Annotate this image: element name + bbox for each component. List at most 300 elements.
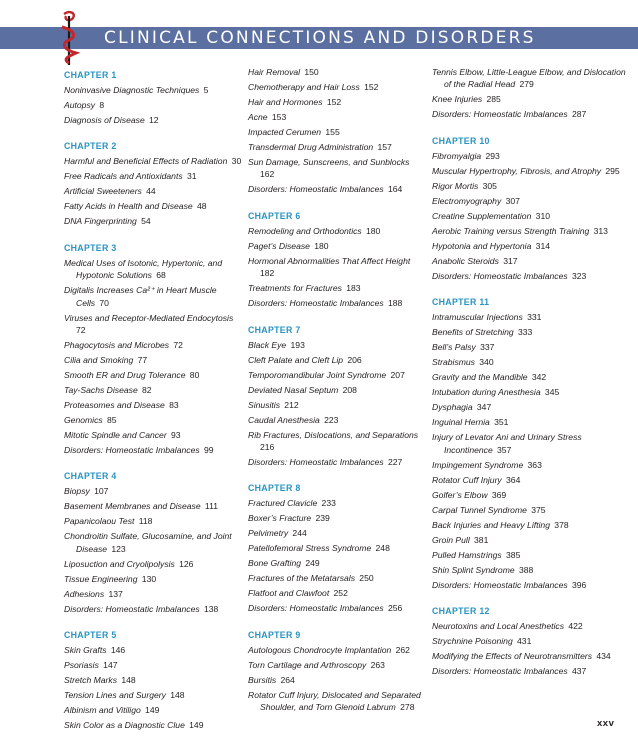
entry-page-number: 337 — [480, 342, 495, 353]
entry-page-number: 44 — [146, 186, 156, 197]
entry-page-number: 305 — [482, 180, 497, 191]
index-entry — [248, 282, 428, 294]
entry-page-number: 264 — [280, 674, 295, 685]
entry-title: Disorders: Homeostatic Imbalances — [248, 457, 384, 468]
entry-title: Liposuction and Cryolipolysis — [64, 558, 175, 569]
entry-title: Disorders: Homeostatic Imbalances — [64, 445, 200, 456]
index-entry — [248, 297, 428, 309]
entry-title: Papanicolaou Test — [64, 516, 135, 527]
entry-page-number: 434 — [596, 651, 611, 662]
entry-title: Transdermal Drug Administration — [248, 142, 374, 152]
entry-title: Dysphagia — [432, 402, 473, 413]
index-entry — [432, 311, 632, 323]
index-entry — [248, 255, 428, 280]
index-entry — [432, 635, 632, 647]
entry-title: Acne — [248, 112, 268, 122]
entry-page-number: 147 — [103, 660, 118, 671]
chapter-heading: CHAPTER 10 — [432, 135, 490, 146]
entry-page-number: 148 — [121, 675, 136, 686]
entry-page-number: 68 — [156, 270, 166, 281]
entry-title: Hair Removal — [248, 67, 301, 77]
entry-page-number: 422 — [568, 621, 583, 632]
entry-title: Impacted Cerumen — [248, 127, 322, 137]
index-entry — [248, 542, 428, 554]
entry-page-number: 388 — [518, 564, 534, 575]
entry-page-number: 216 — [260, 442, 275, 453]
entry-title: Bell’s Palsy — [432, 342, 476, 353]
entry-title: Sun Damage, Sunscreens, and Sunblocks — [248, 157, 410, 167]
entry-title: Albinism and Vitiligo — [64, 705, 141, 716]
entry-title: Modifying the Effects of Neurotransmitters — [432, 651, 593, 662]
index-entry — [432, 489, 632, 501]
entry-page-number: 212 — [284, 399, 299, 410]
entry-page-number: 206 — [347, 354, 362, 365]
column-2 — [248, 66, 428, 716]
entry-title: Temporomandibular Joint Syndrome — [248, 369, 387, 380]
index-entry — [64, 200, 242, 212]
entry-title: Skin Grafts — [64, 645, 107, 656]
entry-title: Disorders: Homeostatic Imbalances — [248, 603, 384, 614]
entry-title: Knee Injuries — [432, 94, 483, 105]
entry-page-number: 340 — [479, 357, 494, 368]
entry-title: Chondroitin Sulfate, Glucosamine, and Joint Disease — [64, 531, 232, 554]
entry-page-number: 48 — [196, 201, 207, 212]
entry-title: Fibromyalgia — [432, 150, 482, 161]
entry-page-number: 375 — [531, 504, 546, 515]
index-entry — [248, 644, 428, 656]
index-entry — [64, 399, 242, 411]
index-entry — [432, 225, 632, 237]
entry-page-number: 182 — [260, 268, 275, 279]
index-entry — [432, 534, 632, 546]
entry-page-number: 227 — [387, 457, 403, 468]
entry-page-number: 345 — [544, 387, 560, 398]
entry-title: Electromyography — [432, 195, 502, 206]
index-entry — [64, 588, 242, 600]
entry-title: Sinusitis — [248, 399, 280, 410]
entry-page-number: 188 — [387, 298, 403, 309]
index-entry — [248, 456, 428, 468]
entry-page-number: 347 — [476, 402, 492, 413]
entry-page-number: 437 — [571, 666, 587, 677]
entry-title: Autopsy — [64, 100, 96, 110]
index-entry — [64, 114, 242, 126]
entry-title: Pelvimetry — [248, 528, 289, 539]
entry-title: Psoriasis — [64, 660, 99, 671]
index-entry — [432, 93, 632, 105]
entry-title: Creatine Supplementation — [432, 210, 532, 221]
entry-page-number: 250 — [359, 573, 374, 584]
index-entry — [64, 185, 242, 197]
entry-title: Back Injuries and Heavy Lifting — [432, 519, 550, 530]
index-entry — [248, 384, 428, 396]
entry-title: Paget’s Disease — [248, 240, 310, 251]
entry-title: Stretch Marks — [64, 675, 118, 686]
index-entry — [248, 587, 428, 599]
index-entry — [64, 644, 242, 656]
entry-page-number: 149 — [189, 720, 204, 731]
entry-title: Treatments for Fractures — [248, 283, 342, 294]
index-entry — [432, 431, 632, 456]
entry-title: Bursitis — [248, 674, 277, 685]
index-entry — [64, 215, 242, 227]
entry-page-number: 85 — [106, 415, 117, 426]
index-entry — [248, 141, 428, 153]
index-entry — [248, 512, 428, 524]
entry-title: Hormonal Abnormalities That Affect Height — [248, 255, 411, 266]
index-entry — [64, 84, 242, 96]
entry-page-number: 111 — [204, 501, 218, 512]
entry-page-number: 396 — [571, 579, 587, 590]
index-entry — [248, 572, 428, 584]
index-entry — [432, 108, 632, 120]
index-entry — [64, 170, 242, 182]
entry-title: Biopsy — [64, 486, 90, 497]
index-entry — [248, 369, 428, 381]
entry-title: Intubation during Anesthesia — [432, 387, 541, 398]
index-entry — [432, 416, 632, 428]
index-entry — [248, 674, 428, 686]
index-entry — [432, 665, 632, 677]
index-entry — [432, 195, 632, 207]
index-entry — [64, 674, 242, 686]
entry-page-number: 80 — [189, 370, 200, 381]
index-entry — [432, 401, 632, 413]
entry-title: Fatty Acids in Health and Disease — [64, 201, 193, 212]
entry-page-number: 293 — [485, 150, 500, 161]
index-entry — [64, 689, 242, 701]
entry-title: DNA Fingerprinting — [64, 216, 137, 227]
index-entry — [64, 659, 242, 671]
index-entry — [248, 183, 428, 195]
entry-page-number: 249 — [305, 558, 320, 569]
entry-title: Phagocytosis and Microbes — [64, 340, 170, 351]
entry-page-number: 5 — [203, 85, 209, 95]
index-entry — [432, 270, 632, 282]
index-entry — [432, 66, 632, 91]
chapter-heading: CHAPTER 9 — [248, 629, 301, 640]
entry-title: Aerobic Training versus Strength Training — [432, 225, 590, 236]
index-entry — [432, 326, 632, 338]
entry-page-number: 153 — [271, 112, 287, 122]
entry-title: Fractured Clavicle — [248, 498, 318, 509]
chapter-heading: CHAPTER 8 — [248, 483, 301, 494]
index-entry — [248, 126, 428, 138]
index-entry — [64, 573, 242, 585]
entry-page-number: 263 — [370, 659, 385, 670]
entry-page-number: 363 — [527, 459, 542, 470]
index-entry — [64, 515, 242, 527]
entry-page-number: 378 — [554, 519, 569, 530]
entry-title: Diagnosis of Disease — [64, 115, 145, 125]
index-entry — [432, 579, 632, 591]
entry-title: Strychnine Poisoning — [432, 636, 513, 647]
entry-page-number: 307 — [505, 195, 520, 206]
entry-title: Disorders: Homeostatic Imbalances — [432, 270, 568, 281]
entry-page-number: 8 — [99, 100, 105, 110]
entry-page-number: 207 — [390, 369, 405, 380]
index-entry — [248, 81, 428, 93]
entry-title: Carpal Tunnel Syndrome — [432, 504, 527, 515]
entry-title: Mitotic Spindle and Cancer — [64, 430, 167, 441]
entry-page-number: 138 — [203, 603, 219, 614]
entry-page-number: 72 — [173, 340, 183, 351]
entry-title: Boxer’s Fracture — [248, 513, 312, 524]
index-entry — [248, 602, 428, 614]
title-banner — [0, 27, 638, 49]
entry-page-number: 248 — [375, 543, 390, 554]
index-entry — [248, 225, 428, 237]
entry-page-number: 381 — [474, 534, 489, 545]
entry-page-number: 150 — [304, 67, 319, 77]
index-entry — [248, 354, 428, 366]
entry-page-number: 244 — [292, 528, 307, 539]
entry-page-number: 149 — [145, 705, 160, 716]
entry-title: Golfer’s Elbow — [432, 489, 488, 500]
entry-page-number: 99 — [203, 445, 214, 456]
entry-title: Rib Fractures, Dislocations, and Separations — [248, 429, 419, 440]
index-entry — [432, 150, 632, 162]
chapter-heading: CHAPTER 1 — [64, 70, 117, 80]
entry-page-number: 279 — [519, 79, 534, 90]
entry-page-number: 357 — [497, 444, 512, 455]
index-entry — [432, 650, 632, 662]
entry-page-number: 310 — [535, 210, 551, 221]
index-entry — [248, 689, 428, 714]
index-entry — [64, 354, 242, 366]
index-entry — [432, 549, 632, 561]
index-entry — [248, 557, 428, 569]
entry-page-number: 180 — [314, 240, 329, 251]
index-entry — [432, 165, 632, 177]
entry-title: Deviated Nasal Septum — [248, 384, 339, 395]
entry-title: Noninvasive Diagnostic Techniques — [64, 85, 200, 95]
index-entry — [64, 155, 242, 167]
chapter-heading: CHAPTER 12 — [432, 606, 490, 617]
entry-title: Tennis Elbow, Little-League Elbow, and Dislocation of the Radial Head — [432, 67, 626, 90]
page-title: CLINICAL CONNECTIONS AND DISORDERS — [104, 28, 536, 48]
entry-page-number: 148 — [170, 690, 185, 701]
chapter-heading: CHAPTER 7 — [248, 324, 301, 335]
entry-page-number: 287 — [571, 109, 587, 120]
entry-title: Muscular Hypertrophy, Fibrosis, and Atrophy — [432, 165, 602, 176]
entry-title: Benefits of Stretching — [432, 327, 514, 338]
index-entry — [64, 444, 242, 456]
entry-title: Smooth ER and Drug Tolerance — [64, 370, 186, 381]
entry-title: Shin Splint Syndrome — [432, 564, 515, 575]
entry-title: Pulled Hamstrings — [432, 549, 502, 560]
entry-title: Artificial Sweeteners — [64, 186, 142, 197]
entry-page-number: 278 — [400, 702, 415, 713]
chapter-heading: CHAPTER 6 — [248, 210, 301, 221]
index-entry — [432, 180, 632, 192]
entry-page-number: 385 — [506, 549, 521, 560]
entry-title: Black Eye — [248, 339, 287, 350]
entry-title: Medical Uses of Isotonic, Hypertonic, and Hypotonic Solutions — [64, 257, 223, 281]
entry-title: Adhesions — [64, 588, 105, 599]
index-entry — [64, 719, 242, 731]
entry-title: Tay-Sachs Disease — [64, 385, 138, 396]
entry-title: Cilia and Smoking — [64, 355, 134, 366]
index-entry — [248, 66, 428, 78]
entry-page-number: 193 — [290, 339, 305, 350]
entry-page-number: 152 — [364, 82, 379, 92]
index-entry — [248, 111, 428, 123]
entry-title: Caudal Anesthesia — [248, 414, 320, 425]
entry-title: Anabolic Steroids — [432, 255, 499, 266]
index-entry — [64, 312, 242, 337]
entry-title: Tissue Engineering — [64, 573, 138, 584]
entry-page-number: 31 — [186, 171, 197, 182]
entry-page-number: 72 — [76, 325, 86, 336]
index-entry — [432, 474, 632, 486]
index-entry — [432, 210, 632, 222]
entry-page-number: 233 — [321, 498, 336, 509]
entry-page-number: 208 — [342, 384, 357, 395]
entry-page-number: 152 — [326, 97, 342, 107]
entry-title: Chemotherapy and Hair Loss — [248, 82, 360, 92]
index-entry — [248, 497, 428, 509]
index-entry — [432, 459, 632, 471]
entry-title: Impingement Syndrome — [432, 459, 524, 470]
entry-title: Disorders: Homeostatic Imbalances — [432, 579, 568, 590]
entry-title: Inguinal Hernia — [432, 417, 490, 428]
entry-title: Flatfoot and Clawfoot — [248, 588, 330, 599]
entry-page-number: 351 — [494, 417, 509, 428]
entry-page-number: 314 — [535, 240, 551, 251]
entry-title: Cleft Palate and Cleft Lip — [248, 354, 344, 365]
index-entry — [64, 257, 242, 282]
chapter-heading: CHAPTER 3 — [64, 242, 117, 253]
chapter-heading: CHAPTER 2 — [64, 141, 117, 152]
entry-page-number: 12 — [149, 115, 159, 125]
entry-page-number: 295 — [605, 165, 620, 176]
entry-title: Torn Cartilage and Arthroscopy — [248, 659, 367, 670]
entry-title: Bone Grafting — [248, 558, 302, 569]
entry-title: Groin Pull — [432, 534, 470, 545]
entry-title: Strabismus — [432, 357, 475, 368]
index-entry — [64, 414, 242, 426]
entry-page-number: 183 — [346, 283, 361, 294]
entry-page-number: 77 — [137, 355, 148, 366]
entry-page-number: 82 — [142, 385, 152, 396]
entry-page-number: 369 — [491, 489, 507, 500]
entry-title: Intramuscular Injections — [432, 312, 523, 323]
index-entry — [432, 255, 632, 267]
entry-page-number: 285 — [486, 94, 501, 105]
chapter-heading: CHAPTER 5 — [64, 630, 117, 641]
entry-title: Disorders: Homeostatic Imbalances — [248, 298, 384, 309]
entry-page-number: 137 — [108, 588, 123, 599]
column-3 — [432, 66, 632, 680]
entry-title: Remodeling and Orthodontics — [248, 225, 362, 236]
entry-page-number: 223 — [324, 414, 339, 425]
index-entry — [432, 356, 632, 368]
index-entry — [248, 527, 428, 539]
entry-page-number: 162 — [260, 169, 275, 180]
index-entry — [248, 156, 428, 181]
index-entry — [64, 485, 242, 497]
index-entry — [432, 341, 632, 353]
entry-page-number: 146 — [110, 645, 126, 656]
index-entry — [64, 99, 242, 111]
entry-page-number: 126 — [179, 558, 194, 569]
entry-title: Gravity and the Mandible — [432, 372, 528, 383]
index-entry — [64, 704, 242, 716]
entry-title: Disorders: Homeostatic Imbalances — [432, 666, 568, 677]
entry-page-number: 164 — [387, 184, 403, 195]
index-entry — [248, 414, 428, 426]
index-entry — [64, 530, 242, 555]
chapter-heading: CHAPTER 11 — [432, 297, 490, 308]
index-entry — [432, 371, 632, 383]
entry-title: Autologous Chondrocyte Implantation — [248, 644, 392, 655]
entry-page-number: 93 — [171, 430, 181, 441]
entry-title: Proteasomes and Disease — [64, 400, 165, 411]
entry-page-number: 180 — [366, 225, 381, 236]
index-entry — [64, 603, 242, 615]
entry-title: Viruses and Receptor-Mediated Endocytosis — [64, 312, 234, 323]
index-entry — [64, 558, 242, 570]
entry-title: Rotator Cuff Injury, Dislocated and Separated Shoulder, and Torn Glenoid Labrum — [248, 689, 421, 713]
index-entry — [432, 620, 632, 632]
entry-page-number: 155 — [325, 127, 340, 137]
index-entry — [432, 504, 632, 516]
index-entry — [248, 339, 428, 351]
entry-title: Basement Membranes and Disease — [64, 501, 201, 512]
entry-title: Fractures of the Metatarsals — [248, 573, 355, 584]
index-entry — [248, 659, 428, 671]
entry-page-number: 313 — [593, 225, 608, 236]
entry-page-number: 54 — [141, 216, 151, 227]
entry-page-number: 317 — [503, 255, 518, 266]
entry-title: Patellofemoral Stress Syndrome — [248, 543, 372, 554]
entry-title: Disorders: Homeostatic Imbalances — [432, 109, 568, 120]
entry-page-number: 239 — [315, 513, 330, 524]
column-1 — [64, 66, 242, 734]
entry-page-number: 333 — [517, 327, 533, 338]
index-entry — [248, 240, 428, 252]
entry-page-number: 431 — [517, 636, 532, 647]
entry-page-number: 123 — [111, 543, 126, 554]
entry-title: Genomics — [64, 415, 103, 426]
index-entry — [64, 369, 242, 381]
entry-title: Disorders: Homeostatic Imbalances — [248, 184, 384, 195]
entry-title: Hair and Hormones — [248, 97, 323, 107]
entry-page-number: 83 — [169, 400, 179, 411]
entry-page-number: 252 — [333, 588, 348, 599]
index-entry — [64, 500, 242, 512]
entry-title: Neurotoxins and Local Anesthetics — [432, 621, 565, 632]
entry-page-number: 364 — [506, 474, 521, 485]
caduceus-logo-icon — [56, 10, 84, 66]
index-entry — [64, 284, 242, 309]
entry-page-number: 118 — [138, 516, 153, 527]
entry-title: Rotator Cuff Injury — [432, 474, 502, 485]
index-entry — [248, 399, 428, 411]
entry-page-number: 256 — [387, 603, 403, 614]
index-entry — [64, 339, 242, 351]
index-entry — [248, 96, 428, 108]
entry-title: Tension Lines and Surgery — [64, 690, 166, 701]
entry-title: Skin Color as a Diagnostic Clue — [64, 720, 185, 731]
entry-page-number: 157 — [377, 142, 392, 152]
index-entry — [432, 519, 632, 531]
entry-page-number: 70 — [99, 297, 109, 308]
entry-title: Injury of Levator Ani and Urinary Stress Incontinence — [432, 432, 582, 455]
entry-title: Disorders: Homeostatic Imbalances — [64, 603, 200, 614]
index-entry — [248, 429, 428, 454]
